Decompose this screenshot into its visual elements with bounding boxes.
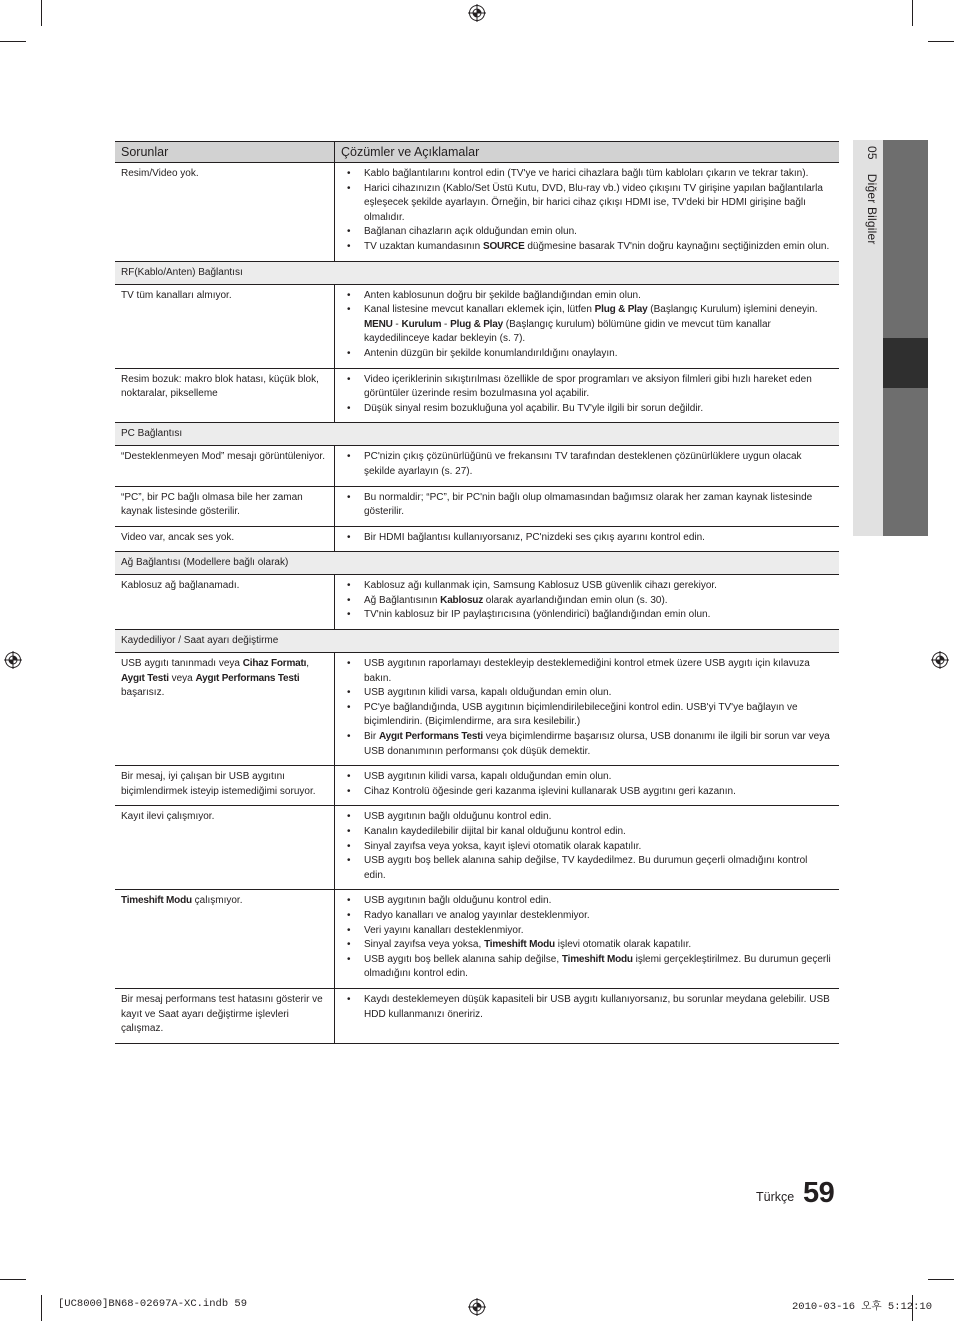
registration-mark-icon	[931, 651, 949, 669]
solution-item	[343, 953, 831, 982]
solution-text: Ağ Bağlantısının	[364, 594, 441, 606]
table-row	[115, 988, 839, 1043]
solution-text: PC'nizin çıkış çözünürlüğünü ve frekansını TV tarafından desteklenen çözünürlüklere uygun olacak şekilde ayarlayın (s. 27).	[364, 451, 802, 477]
registration-mark-icon	[468, 4, 486, 22]
crop-mark	[912, 0, 913, 26]
solution-item	[343, 854, 831, 883]
solution-text: Kablosuz ağı kullanmak için, Samsung Kablosuz USB güvenlik cihazı gerekiyor.	[364, 580, 717, 592]
solution-text: Cihaz Kontrolü öğesinde geri kazanma işlevini kullanarak USB aygıtını geri kazanın.	[364, 785, 736, 797]
side-tab-active-marker	[883, 338, 928, 388]
solution-text: Bir HDMI bağlantısı kullanıyorsanız, PC'nizdeki ses çıkış ayarını kontrol edin.	[364, 531, 705, 543]
solution-text: Harici cihazınızın (Kablo/Set Üstü Kutu, DVD, Blu-ray vb.) video çıkışını TV girişine yapılan bağlantılarla eşleşecek şekilde ayarlayın. Örneğin, bir harici cihaz çıkışı HDMI ise, TV'deki bir HDMI girişine bağlı olmalıdır.	[364, 182, 823, 223]
solution-cell	[335, 890, 840, 989]
chapter-side-tab	[853, 140, 928, 536]
solution-list	[343, 579, 831, 623]
table-row	[115, 653, 839, 766]
crop-mark	[928, 1279, 954, 1280]
solution-text: USB aygıtının kilidi varsa, kapalı olduğundan emin olun.	[364, 687, 612, 699]
section-title: RF(Kablo/Anten) Bağlantısı	[115, 261, 839, 284]
problem-text: Bir mesaj performans test hatasını gösterir ve kayıt ve Saat ayarı değiştirme işlevleri çalışmaz.	[121, 993, 323, 1035]
solution-text: Radyo kanalları ve analog yayınlar desteklenmiyor.	[364, 909, 590, 921]
header-problems: Sorunlar	[115, 142, 335, 163]
problem-text: Bir mesaj, iyi çalışan bir USB aygıtını biçimlendirmek isteyip istemediğimi soruyor.	[121, 771, 316, 797]
solution-item	[343, 701, 831, 730]
solution-text: olarak ayarlandığından emin olun (s. 30).	[483, 594, 668, 606]
solution-item	[343, 993, 831, 1022]
troubleshooting-table	[115, 141, 839, 1044]
problem-text: çalışmıyor.	[191, 895, 243, 907]
solution-text: USB aygıtının bağlı olduğunu kontrol edin.	[364, 811, 552, 823]
solution-text: Bağlanan cihazların açık olduğundan emin olun.	[364, 226, 577, 238]
solution-text: Kanalın kaydedilebilir dijital bir kanal olduğunu kontrol edin.	[364, 826, 626, 837]
section-row	[115, 630, 839, 653]
footer-file-info: [UC8000]BN68-02697A-XC.indb 59	[58, 1298, 248, 1310]
problem-cell	[115, 988, 335, 1043]
solution-text: Antenin düzgün bir şekilde konumlandırıldığını onaylayın.	[364, 347, 618, 359]
problem-text: ,	[306, 658, 310, 670]
table-header-row	[115, 142, 839, 163]
solution-list	[343, 657, 831, 759]
table-row	[115, 526, 839, 552]
solution-text: Veri yayını kanalları desteklenmiyor.	[364, 924, 524, 936]
table-row	[115, 486, 839, 526]
problem-cell	[115, 806, 335, 890]
solution-text: işlemi gerçekleştirilmez. Bu durumun geçerli olmadığını kontrol edin.	[364, 953, 831, 980]
table-row	[115, 766, 839, 806]
solution-item	[343, 785, 831, 800]
problem-text: Kayıt ilevi çalışmıyor.	[121, 811, 215, 823]
solution-text: USB aygıtının kilidi varsa, kapalı olduğundan emin olun.	[364, 771, 612, 783]
section-title: Kaydediliyor / Saat ayarı değiştirme	[115, 630, 839, 653]
table-row	[115, 806, 839, 890]
crop-mark	[0, 41, 26, 42]
problem-text-bold: Timeshift Modu	[121, 895, 192, 907]
solution-item	[343, 491, 831, 520]
solution-item	[343, 608, 831, 623]
solution-cell	[335, 284, 840, 368]
crop-mark	[928, 41, 954, 42]
problem-text: Resim bozuk: makro blok hatası, küçük blok, noktaralar, pikselleme	[121, 373, 319, 400]
problem-text-bold: Aygıt Testi	[121, 672, 169, 684]
page-number: 59	[803, 1177, 835, 1209]
registration-mark-icon	[4, 651, 22, 669]
solution-cell	[335, 486, 840, 526]
solution-item	[343, 225, 831, 240]
solution-item	[343, 825, 831, 840]
solution-cell	[335, 575, 840, 630]
solution-text-bold: SOURCE	[482, 240, 525, 252]
page-language: Türkçe	[756, 1190, 795, 1204]
problem-text-bold: Aygıt Performans Testi	[195, 672, 300, 684]
solution-cell	[335, 368, 840, 423]
solution-text-bold: MENU	[364, 318, 393, 330]
solution-item	[343, 594, 831, 609]
solution-item	[343, 303, 831, 347]
solution-item	[343, 909, 831, 924]
solution-list	[343, 491, 831, 520]
problem-text-bold: Cihaz Formatı	[242, 658, 307, 670]
solution-text: TV uzaktan kumandasının	[364, 240, 483, 252]
section-title: Ağ Bağlantısı (Modellere bağlı olarak)	[115, 552, 839, 575]
solution-text: (Başlangıç kurulum) bölümüne gidin ve mevcut tüm kanallar kaydedilinceye kadar bekleyin (s. 7).	[364, 318, 771, 345]
problem-cell	[115, 766, 335, 806]
solution-text: Kaydı desteklemeyen düşük kapasiteli bir USB aygıtı kullanıyorsanız, bu sorunlar meydana gelebilir. USB HDD kullanmanızı öneririz.	[364, 993, 830, 1020]
solution-cell	[335, 446, 840, 486]
header-solutions: Çözümler ve Açıklamalar	[335, 142, 840, 163]
solution-text-bold: Plug & Play	[594, 304, 648, 316]
solution-text: USB aygıtı boş bellek alanına sahip değilse,	[364, 953, 562, 965]
solution-text-bold: Timeshift Modu	[484, 939, 555, 951]
solution-text-bold: Aygıt Performans Testi	[379, 731, 483, 743]
solution-text: Kanal listesine mevcut kanalları eklemek için, lütfen	[364, 304, 595, 316]
problem-cell	[115, 653, 335, 766]
problem-text: veya	[168, 672, 196, 684]
problem-cell	[115, 284, 335, 368]
solution-text: Kablo bağlantılarını kontrol edin (TV'ye ve harici cihazlara bağlı tüm kabloları çıkarın ve tekrar takın).	[364, 168, 809, 179]
solution-list	[343, 450, 831, 479]
problem-text: Resim/Video yok.	[121, 168, 199, 179]
section-row	[115, 552, 839, 575]
solution-list	[343, 373, 831, 417]
solution-text: Düşük sinyal resim bozukluğuna yol açabilir. Bu TV'yle ilgili bir sorun değildir.	[364, 402, 704, 414]
table-row	[115, 368, 839, 423]
solution-text-bold: Kurulum	[401, 318, 442, 330]
solution-text: USB aygıtının raporlamayı destekleyip desteklemediğini kontrol etmek üzere USB aygıtı için kılavuza bakın.	[364, 658, 810, 684]
solution-text: Bir	[364, 731, 379, 743]
solution-cell	[335, 766, 840, 806]
solution-text: Bu normaldir; “PC”, bir PC'nin bağlı olup olmamasından bağımsız olarak her zaman kaynak listesinde gösterilir.	[364, 491, 813, 518]
table-body	[115, 163, 839, 1044]
solution-cell	[335, 806, 840, 890]
solution-item	[343, 686, 831, 701]
solution-list	[343, 894, 831, 982]
solution-text: Anten kablosunun doğru bir şekilde bağlandığından emin olun.	[364, 289, 641, 301]
problem-cell	[115, 163, 335, 262]
crop-mark	[41, 0, 42, 26]
section-row	[115, 261, 839, 284]
solution-text: (Başlangıç Kurulum) işlemini deneyin.	[647, 304, 818, 316]
section-title: PC Bağlantısı	[115, 423, 839, 446]
problem-cell	[115, 575, 335, 630]
problem-text: TV tüm kanalları almıyor.	[121, 289, 232, 301]
solution-text: düğmesine basarak TV'nin doğru kaynağını seçtiğinizden emin olun.	[524, 240, 830, 252]
problem-text: “PC”, bir PC bağlı olmasa bile her zaman kaynak listesinde gösterilir.	[121, 491, 303, 518]
solution-list	[343, 167, 831, 255]
crop-mark	[0, 1279, 26, 1280]
table-row	[115, 575, 839, 630]
solution-list	[343, 289, 831, 362]
footer-timestamp: 2010-03-16 오후 5:12:10	[792, 1301, 933, 1313]
table-row	[115, 890, 839, 989]
solution-text: USB aygıtı boş bellek alanına sahip değilse, TV kaydedilmez. Bu durumun geçerli olmadığını kontrol edin.	[364, 855, 808, 881]
solution-text: PC'ye bağlandığında, USB aygıtının biçimlendirilebileceğini kontrol edin. USB'yi TV'ye bağlayın ve biçimlendirin. (Biçimlendirme, ara sıra kesilebilir.)	[364, 701, 798, 728]
solution-list	[343, 810, 831, 883]
problem-cell	[115, 890, 335, 989]
problem-cell	[115, 486, 335, 526]
problem-text: Kablosuz ağ bağlanamadı.	[121, 580, 240, 592]
solution-list	[343, 531, 831, 546]
solution-item	[343, 657, 831, 686]
table-row	[115, 163, 839, 262]
solution-text: veya biçimlendirme başarısız olursa, USB donanımı ile ilgili bir sorun var veya USB donanımının performansı çok düşük demektir.	[364, 731, 830, 757]
solution-cell	[335, 526, 840, 552]
solution-cell	[335, 988, 840, 1043]
solution-text-bold: Plug & Play	[450, 318, 503, 330]
solution-item	[343, 810, 831, 825]
solution-cell	[335, 163, 840, 262]
solution-item	[343, 347, 831, 362]
registration-mark-icon	[468, 1298, 486, 1316]
chapter-title: Diğer Bilgiler	[865, 173, 879, 245]
solution-item	[343, 182, 831, 226]
chapter-number: 05	[865, 146, 879, 160]
problem-cell	[115, 446, 335, 486]
solution-text: -	[441, 318, 451, 330]
solution-item	[343, 894, 831, 909]
solution-item	[343, 373, 831, 402]
solution-text-bold: Timeshift Modu	[561, 953, 633, 965]
solution-text: işlevi otomatik olarak kapatılır.	[554, 939, 692, 951]
solution-text: USB aygıtının bağlı olduğunu kontrol edin.	[364, 895, 552, 907]
solution-text: -	[392, 318, 402, 330]
solution-item	[343, 240, 831, 255]
problem-text: USB aygıtı tanınmadı veya	[121, 658, 243, 670]
solution-item	[343, 924, 831, 939]
solution-item	[343, 167, 831, 182]
solution-text: Sinyal zayıfsa veya yoksa, kayıt işlevi otomatik olarak kapatılır.	[364, 840, 642, 852]
crop-mark	[41, 1295, 42, 1321]
solution-item	[343, 531, 831, 546]
solution-item	[343, 402, 831, 417]
table-row	[115, 284, 839, 368]
solution-text: Video içeriklerinin sıkıştırılması özellikle de spor programları ve aksiyon filmleri gibi hızlı hareket eden görüntüler üzerinde resim bozulmasına yol açabilir.	[364, 373, 812, 400]
section-row	[115, 423, 839, 446]
solution-item	[343, 840, 831, 855]
problem-text: Video var, ancak ses yok.	[121, 531, 235, 543]
solution-item	[343, 289, 831, 304]
solution-cell	[335, 653, 840, 766]
solution-item	[343, 770, 831, 785]
solution-item	[343, 450, 831, 479]
solution-text: Sinyal zayıfsa veya yoksa,	[364, 939, 485, 951]
solution-item	[343, 730, 831, 759]
solution-text-bold: Kablosuz	[440, 594, 484, 606]
solution-list	[343, 993, 831, 1022]
solution-text: TV'nin kablosuz bir IP paylaştırıcısına (yönlendirici) bağlandığından emin olun.	[364, 609, 711, 621]
problem-cell	[115, 368, 335, 423]
solution-item	[343, 938, 831, 953]
solution-item	[343, 579, 831, 594]
problem-cell	[115, 526, 335, 552]
chapter-label	[857, 146, 879, 245]
problem-text: “Desteklenmeyen Mod” mesajı görüntüleniyor.	[121, 451, 325, 463]
problem-text: başarısız.	[121, 687, 165, 699]
table-row	[115, 446, 839, 486]
solution-list	[343, 770, 831, 799]
